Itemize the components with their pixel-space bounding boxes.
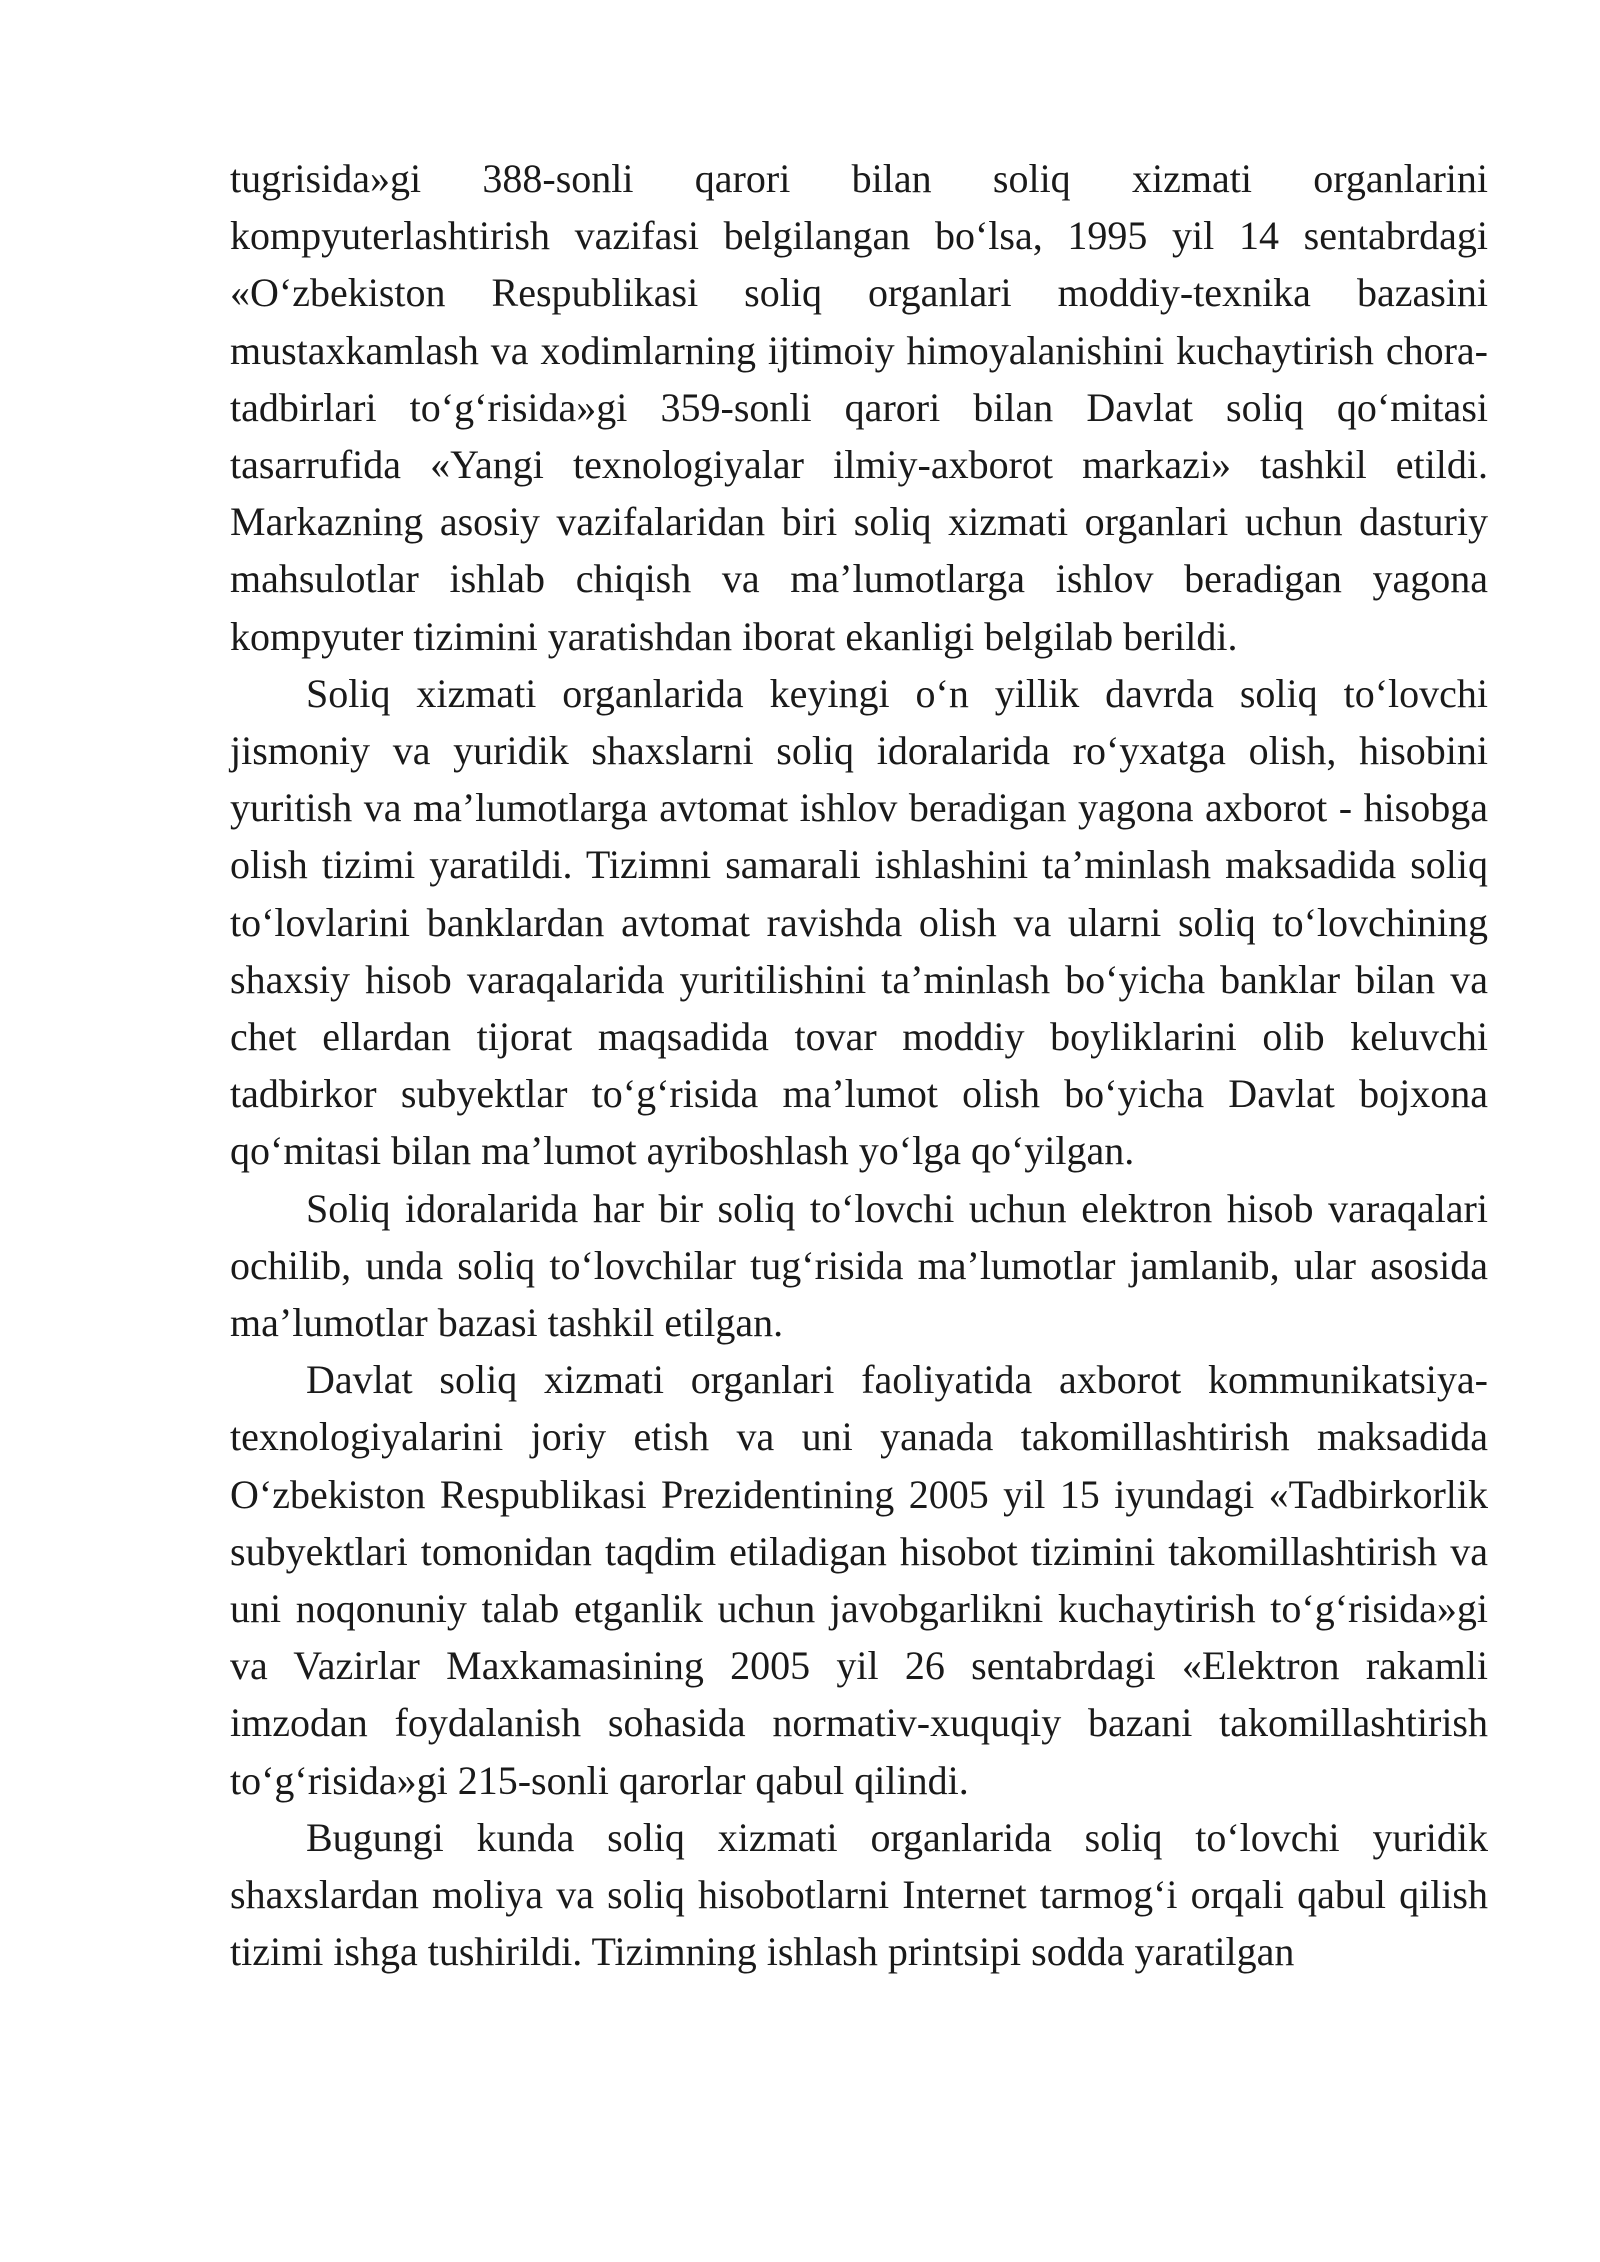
paragraph-5: Bugungi kunda soliq xizmati organlarida soliq to‘lovchi yuridik shaxslardan moliya va soliq hisobotlarni Internet tarmog‘i orqali qabul qilish tizimi ishga tushirildi. Tizimning ishlash printsipi sodda yaratilgan [230, 1814, 1488, 1975]
paragraph-1: tugrisida»gi 388-sonli qarori bilan soliq xizmati organlarini kompyuterlashtirish vazifasi belgilangan bo‘lsa, 1995 yil 14 sentabrdagi «O‘zbekiston Respublikasi soliq organlari moddiy-texnika bazasini mustaxkamlash va xodimlarning ijtimoiy himoyalanishini kuchaytirish chora-tadbirlari to‘g‘risida»gi 359-sonli qarori bilan Davlat soliq qo‘mitasi tasarrufida «Yangi texnologiyalar ilmiy-axborot markazi» tashkil etildi. Markazning asosiy vazifalaridan biri soliq xizmati organlari uchun dasturiy mahsulotlar ishlab chiqish va ma’lumotlarga ishlov beradigan yagona kompyuter tizimini yaratishdan iborat ekanligi belgilab berildi. [230, 156, 1488, 659]
paragraph-2: Soliq xizmati organlarida keyingi o‘n yillik davrda soliq to‘lovchi jismoniy va yuridik shaxslarni soliq idoralarida ro‘yxatga olish, hisobini yuritish va ma’lumotlarga avtomat ishlov beradigan yagona axborot - hisobga olish tizimi yaratildi. Tizimni samarali ishlashini ta’minlash maksadida soliq to‘lovlarini banklardan avtomat ravishda olish va ularni soliq to‘lovchining shaxsiy hisob varaqalarida yuritilishini ta’minlash bo‘yicha banklar bilan va chet ellardan tijorat maqsadida tovar moddiy boyliklarini olib keluvchi tadbirkor subyektlar to‘g‘risida ma’lumot olish bo‘yicha Davlat bojxona qo‘mitasi bilan ma’lumot ayriboshlash yo‘lga qo‘yilgan. [230, 670, 1488, 1174]
paragraph-4: Davlat soliq xizmati organlari faoliyatida axborot kommunikatsiya-texnologiyalarini joriy etish va uni yanada takomillashtirish maksadida O‘zbekiston Respublikasi Prezidentining 2005 yil 15 iyundagi «Tadbirkorlik subyektlari tomonidan taqdim etiladigan hisobot tizimini takomillashtirish va uni noqonuniy talab etganlik uchun javobgarlikni kuchaytirish to‘g‘risida»gi va Vazirlar Maxkamasining 2005 yil 26 sentabrdagi «Elektron rakamli imzodan foydalanish sohasida normativ-xuquqiy bazani takomillashtirish to‘g‘risida»gi 215-sonli qarorlar qabul qilindi. [230, 1357, 1488, 1803]
paragraph-3: Soliq idoralarida har bir soliq to‘lovchi uchun elektron hisob varaqalari ochilib, unda soliq to‘lovchilar tug‘risida ma’lumotlar jamlanib, ular asosida ma’lumotlar bazasi tashkil etilgan. [230, 1185, 1488, 1346]
document-page [230, 150, 1488, 1981]
